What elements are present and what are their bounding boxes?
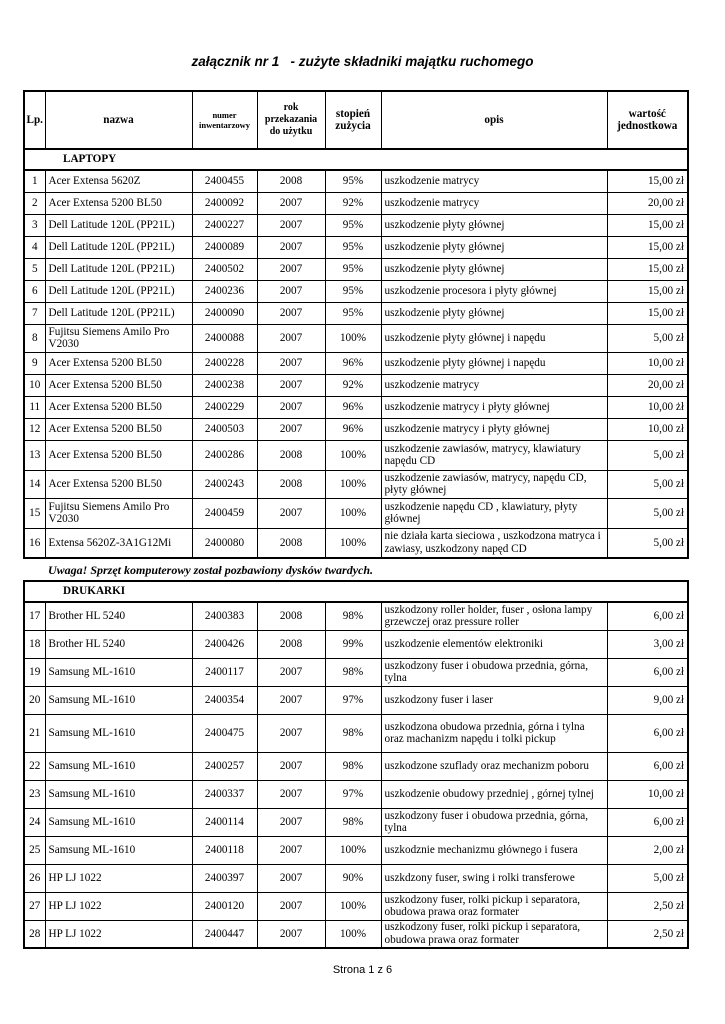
cell-nazwa: Dell Latitude 120L (PP21L): [45, 280, 192, 302]
cell-numer: 2400455: [192, 170, 257, 192]
cell-stopien: 95%: [325, 236, 381, 258]
cell-opis: uszkodzenie płyty głównej: [381, 214, 607, 236]
cell-lp: 1: [24, 170, 45, 192]
cell-rok: 2007: [257, 836, 325, 864]
table-row: [24, 418, 688, 440]
cell-wartosc: 20,00 zł: [607, 192, 688, 214]
note: Uwaga! Sprzęt komputerowy został pozbawiony dysków twardych.: [48, 563, 374, 577]
cell-lp: 12: [24, 418, 45, 440]
cell-numer: 2400447: [192, 920, 257, 948]
cell-rok: 2007: [257, 302, 325, 324]
cell-stopien: 100%: [325, 892, 381, 920]
cell-rok: 2007: [257, 808, 325, 836]
cell-opis: uszkodzenie zawiasów, matrycy, klawiatury napędu CD: [381, 440, 607, 470]
cell-nazwa: Brother HL 5240: [45, 602, 192, 630]
cell-lp: 6: [24, 280, 45, 302]
cell-wartosc: 2,50 zł: [607, 892, 688, 920]
cell-nazwa: Samsung ML-1610: [45, 658, 192, 686]
cell-numer: 2400090: [192, 302, 257, 324]
table-row: [24, 440, 688, 470]
cell-stopien: 98%: [325, 752, 381, 780]
cell-wartosc: 15,00 zł: [607, 302, 688, 324]
cell-wartosc: 9,00 zł: [607, 686, 688, 714]
header-nazwa: nazwa: [45, 91, 192, 149]
table-row: [24, 302, 688, 324]
cell-rok: 2007: [257, 352, 325, 374]
table-row: [24, 374, 688, 396]
cell-rok: 2008: [257, 470, 325, 498]
cell-opis: uszkodzenie procesora i płyty głównej: [381, 280, 607, 302]
cell-lp: 5: [24, 258, 45, 280]
cell-nazwa: Dell Latitude 120L (PP21L): [45, 302, 192, 324]
cell-nazwa: Acer Extensa 5620Z: [45, 170, 192, 192]
cell-rok: 2008: [257, 602, 325, 630]
cell-wartosc: 5,00 zł: [607, 440, 688, 470]
cell-numer: 2400229: [192, 396, 257, 418]
cell-nazwa: Dell Latitude 120L (PP21L): [45, 236, 192, 258]
cell-lp: 28: [24, 920, 45, 948]
table-row: [24, 836, 688, 864]
cell-nazwa: Acer Extensa 5200 BL50: [45, 418, 192, 440]
cell-lp: 24: [24, 808, 45, 836]
table-row: [24, 324, 688, 352]
cell-wartosc: 10,00 zł: [607, 418, 688, 440]
header-numer: numer inwentarzowy: [192, 91, 257, 149]
cell-nazwa: Acer Extensa 5200 BL50: [45, 396, 192, 418]
cell-opis: uszkdzony fuser, swing i rolki transferowe: [381, 864, 607, 892]
section-row: [24, 149, 688, 170]
cell-rok: 2007: [257, 258, 325, 280]
cell-stopien: 98%: [325, 602, 381, 630]
cell-numer: 2400236: [192, 280, 257, 302]
cell-nazwa: Extensa 5620Z-3A1G12Mi: [45, 528, 192, 558]
cell-rok: 2007: [257, 418, 325, 440]
cell-nazwa: Fujitsu Siemens Amilo Pro V2030: [45, 324, 192, 352]
table-row: [24, 258, 688, 280]
cell-lp: 20: [24, 686, 45, 714]
cell-wartosc: 2,50 zł: [607, 920, 688, 948]
cell-rok: 2007: [257, 780, 325, 808]
cell-wartosc: 10,00 żł: [607, 396, 688, 418]
cell-numer: 2400088: [192, 324, 257, 352]
cell-rok: 2007: [257, 374, 325, 396]
cell-numer: 2400397: [192, 864, 257, 892]
table-row: [24, 808, 688, 836]
cell-wartosc: 15,00 zł: [607, 170, 688, 192]
cell-rok: 2007: [257, 214, 325, 236]
cell-stopien: 96%: [325, 352, 381, 374]
cell-wartosc: 3,00 zł: [607, 630, 688, 658]
cell-nazwa: Samsung ML-1610: [45, 686, 192, 714]
cell-wartosc: 6,00 zł: [607, 602, 688, 630]
header-wartosc: wartość jednostkowa: [607, 91, 688, 149]
cell-stopien: 95%: [325, 170, 381, 192]
cell-nazwa: Acer Extensa 5200 BL50: [45, 352, 192, 374]
cell-wartosc: 5,00 zł: [607, 498, 688, 528]
cell-opis: nie działa karta sieciowa , uszkodzona matryca i zawiasy, uszkodzony napęd CD: [381, 528, 607, 558]
section-laptopy: LAPTOPY: [24, 149, 688, 170]
table-row: [24, 630, 688, 658]
cell-opis: uszkodzony fuser, rolki pickup i separatora, obudowa prawa oraz formater: [381, 920, 607, 948]
cell-lp: 7: [24, 302, 45, 324]
cell-opis: uszkodzenie napędu CD , klawiatury, płyty głównej: [381, 498, 607, 528]
cell-opis: uszkodzenie matrycy i płyty głównej: [381, 418, 607, 440]
printers-body: [24, 602, 688, 948]
cell-wartosc: 15,00 zł: [607, 280, 688, 302]
cell-rok: 2008: [257, 440, 325, 470]
cell-numer: 2400502: [192, 258, 257, 280]
table-row: [24, 864, 688, 892]
laptops-body: [24, 170, 688, 558]
laptops-table: [23, 90, 689, 559]
cell-wartosc: 15,00 zł: [607, 214, 688, 236]
cell-numer: 2400228: [192, 352, 257, 374]
cell-numer: 2400227: [192, 214, 257, 236]
cell-wartosc: 5,00 zł: [607, 864, 688, 892]
table-row: [24, 602, 688, 630]
cell-opis: uszkodzony fuser i laser: [381, 686, 607, 714]
cell-wartosc: 10,00 zł: [607, 780, 688, 808]
table-row: [24, 498, 688, 528]
cell-nazwa: Acer Extensa 5200 BL50: [45, 192, 192, 214]
section-row: [24, 581, 688, 602]
cell-lp: 15: [24, 498, 45, 528]
cell-stopien: 96%: [325, 418, 381, 440]
cell-numer: 2400118: [192, 836, 257, 864]
cell-numer: 2400475: [192, 714, 257, 752]
cell-nazwa: Acer Extensa 5200 BL50: [45, 440, 192, 470]
table-row: [24, 192, 688, 214]
table-row: [24, 920, 688, 948]
table-row: [24, 780, 688, 808]
cell-stopien: 100%: [325, 440, 381, 470]
cell-stopien: 99%: [325, 630, 381, 658]
cell-nazwa: Fujitsu Siemens Amilo Pro V2030: [45, 498, 192, 528]
cell-lp: 22: [24, 752, 45, 780]
cell-opis: uszkodzona obudowa przednia, górna i tylna oraz machanizm napędu i tolki pickup: [381, 714, 607, 752]
cell-lp: 27: [24, 892, 45, 920]
table-row: [24, 396, 688, 418]
printers-table: [23, 580, 689, 949]
cell-rok: 2007: [257, 920, 325, 948]
cell-lp: 11: [24, 396, 45, 418]
cell-stopien: 95%: [325, 280, 381, 302]
cell-nazwa: HP LJ 1022: [45, 864, 192, 892]
cell-rok: 2007: [257, 280, 325, 302]
page-footer: Strona 1 z 6: [332, 964, 393, 976]
cell-rok: 2008: [257, 170, 325, 192]
cell-lp: 14: [24, 470, 45, 498]
cell-stopien: 100%: [325, 324, 381, 352]
cell-numer: 2400243: [192, 470, 257, 498]
cell-opis: uszkodzenie płyty głównej i napędu: [381, 352, 607, 374]
cell-stopien: 90%: [325, 864, 381, 892]
cell-numer: 2400286: [192, 440, 257, 470]
cell-opis: uszkodzenie płyty głównej: [381, 258, 607, 280]
cell-opis: uszkodzony fuser i obudowa przednia, górna, tylna: [381, 808, 607, 836]
cell-nazwa: Dell Latitude 120L (PP21L): [45, 258, 192, 280]
cell-rok: 2008: [257, 630, 325, 658]
cell-rok: 2007: [257, 236, 325, 258]
cell-nazwa: Acer Extensa 5200 BL50: [45, 470, 192, 498]
cell-lp: 2: [24, 192, 45, 214]
cell-lp: 10: [24, 374, 45, 396]
cell-stopien: 97%: [325, 780, 381, 808]
cell-numer: 2400120: [192, 892, 257, 920]
cell-stopien: 92%: [325, 192, 381, 214]
cell-rok: 2007: [257, 686, 325, 714]
cell-rok: 2007: [257, 324, 325, 352]
cell-opis: uszkodzenie obudowy przedniej , górnej tylnej: [381, 780, 607, 808]
section-drukarki: DRUKARKI: [24, 581, 688, 602]
cell-stopien: 95%: [325, 302, 381, 324]
cell-wartosc: 15,00 zł: [607, 258, 688, 280]
table-row: [24, 528, 688, 558]
header-row: [24, 91, 688, 149]
cell-stopien: 96%: [325, 396, 381, 418]
cell-numer: 2400114: [192, 808, 257, 836]
cell-opis: uszkodzenie matrycy: [381, 192, 607, 214]
cell-lp: 21: [24, 714, 45, 752]
cell-numer: 2400337: [192, 780, 257, 808]
cell-nazwa: Samsung ML-1610: [45, 836, 192, 864]
cell-rok: 2007: [257, 752, 325, 780]
cell-stopien: 100%: [325, 498, 381, 528]
header-lp: Lp.: [24, 91, 45, 149]
cell-numer: 2400238: [192, 374, 257, 396]
cell-lp: 17: [24, 602, 45, 630]
cell-stopien: 97%: [325, 686, 381, 714]
cell-wartosc: 20,00 zł: [607, 374, 688, 396]
cell-lp: 23: [24, 780, 45, 808]
cell-rok: 2007: [257, 864, 325, 892]
cell-nazwa: Samsung ML-1610: [45, 780, 192, 808]
table-row: [24, 280, 688, 302]
cell-rok: 2007: [257, 192, 325, 214]
cell-opis: uszkodzenie matrycy: [381, 170, 607, 192]
cell-opis: uszkodzenie płyty głównej: [381, 302, 607, 324]
table-row: [24, 892, 688, 920]
cell-wartosc: 6,00 zł: [607, 752, 688, 780]
cell-wartosc: 6,00 zł: [607, 714, 688, 752]
cell-nazwa: HP LJ 1022: [45, 920, 192, 948]
cell-rok: 2007: [257, 658, 325, 686]
page-title: załącznik nr 1 - zużyte składniki majątku ruchomego: [191, 54, 534, 69]
table-row: [24, 752, 688, 780]
table-row: [24, 236, 688, 258]
cell-nazwa: Acer Extensa 5200 BL50: [45, 374, 192, 396]
cell-nazwa: Samsung ML-1610: [45, 752, 192, 780]
cell-opis: uszkodzenie płyty głównej i napędu: [381, 324, 607, 352]
table-row: [24, 686, 688, 714]
cell-numer: 2400257: [192, 752, 257, 780]
cell-wartosc: 10,00 zł: [607, 352, 688, 374]
cell-lp: 26: [24, 864, 45, 892]
header-rok: rok przekazania do użytku: [257, 91, 325, 149]
header-opis: opis: [381, 91, 607, 149]
cell-stopien: 95%: [325, 214, 381, 236]
cell-stopien: 100%: [325, 920, 381, 948]
cell-lp: 4: [24, 236, 45, 258]
cell-numer: 2400117: [192, 658, 257, 686]
table-row: [24, 658, 688, 686]
cell-nazwa: Samsung ML-1610: [45, 808, 192, 836]
cell-lp: 3: [24, 214, 45, 236]
cell-lp: 8: [24, 324, 45, 352]
cell-opis: uszkodzenie elementów elektroniki: [381, 630, 607, 658]
cell-lp: 18: [24, 630, 45, 658]
cell-opis: uszkodzenie płyty głównej: [381, 236, 607, 258]
cell-rok: 2007: [257, 396, 325, 418]
cell-numer: 2400092: [192, 192, 257, 214]
table-row: [24, 352, 688, 374]
cell-wartosc: 6,00 zł: [607, 658, 688, 686]
table-row: [24, 214, 688, 236]
cell-opis: uszkodzony fuser i obudowa przednia, górna, tylna: [381, 658, 607, 686]
cell-opis: uszkodzony fuser, rolki pickup i separatora, obudowa prawa oraz formater: [381, 892, 607, 920]
cell-wartosc: 5,00 zł: [607, 324, 688, 352]
cell-numer: 2400459: [192, 498, 257, 528]
cell-stopien: 98%: [325, 714, 381, 752]
cell-numer: 2400383: [192, 602, 257, 630]
cell-wartosc: 2,00 zł: [607, 836, 688, 864]
cell-opis: uszkodzenie matrycy: [381, 374, 607, 396]
cell-lp: 9: [24, 352, 45, 374]
cell-nazwa: Brother HL 5240: [45, 630, 192, 658]
cell-rok: 2007: [257, 714, 325, 752]
cell-opis: uszkodzenie matrycy i płyty głównej: [381, 396, 607, 418]
cell-numer: 2400080: [192, 528, 257, 558]
table-row: [24, 714, 688, 752]
cell-nazwa: Samsung ML-1610: [45, 714, 192, 752]
table-row: [24, 470, 688, 498]
cell-rok: 2007: [257, 892, 325, 920]
cell-stopien: 92%: [325, 374, 381, 396]
cell-opis: uszkodzenie zawiasów, matrycy, napędu CD, płyty głównej: [381, 470, 607, 498]
cell-wartosc: 5,00 zł: [607, 470, 688, 498]
table-row: [24, 170, 688, 192]
cell-stopien: 98%: [325, 658, 381, 686]
cell-nazwa: Dell Latitude 120L (PP21L): [45, 214, 192, 236]
cell-numer: 2400089: [192, 236, 257, 258]
cell-lp: 13: [24, 440, 45, 470]
cell-wartosc: 6,00 zł: [607, 808, 688, 836]
cell-lp: 19: [24, 658, 45, 686]
header-stopien: stopień zużycia: [325, 91, 381, 149]
cell-stopien: 100%: [325, 836, 381, 864]
cell-stopien: 98%: [325, 808, 381, 836]
cell-opis: uszkodzony roller holder, fuser , osłona lampy grzewczej oraz pressure roller: [381, 602, 607, 630]
cell-numer: 2400503: [192, 418, 257, 440]
cell-opis: uszkodzone szuflady oraz mechanizm poboru: [381, 752, 607, 780]
cell-lp: 25: [24, 836, 45, 864]
cell-numer: 2400354: [192, 686, 257, 714]
cell-rok: 2007: [257, 498, 325, 528]
cell-nazwa: HP LJ 1022: [45, 892, 192, 920]
cell-wartosc: 15,00 zł: [607, 236, 688, 258]
cell-numer: 2400426: [192, 630, 257, 658]
cell-stopien: 100%: [325, 470, 381, 498]
cell-stopien: 95%: [325, 258, 381, 280]
cell-opis: uszkodznie mechanizmu głównego i fusera: [381, 836, 607, 864]
cell-stopien: 100%: [325, 528, 381, 558]
cell-rok: 2008: [257, 528, 325, 558]
cell-wartosc: 5,00 zł: [607, 528, 688, 558]
cell-lp: 16: [24, 528, 45, 558]
